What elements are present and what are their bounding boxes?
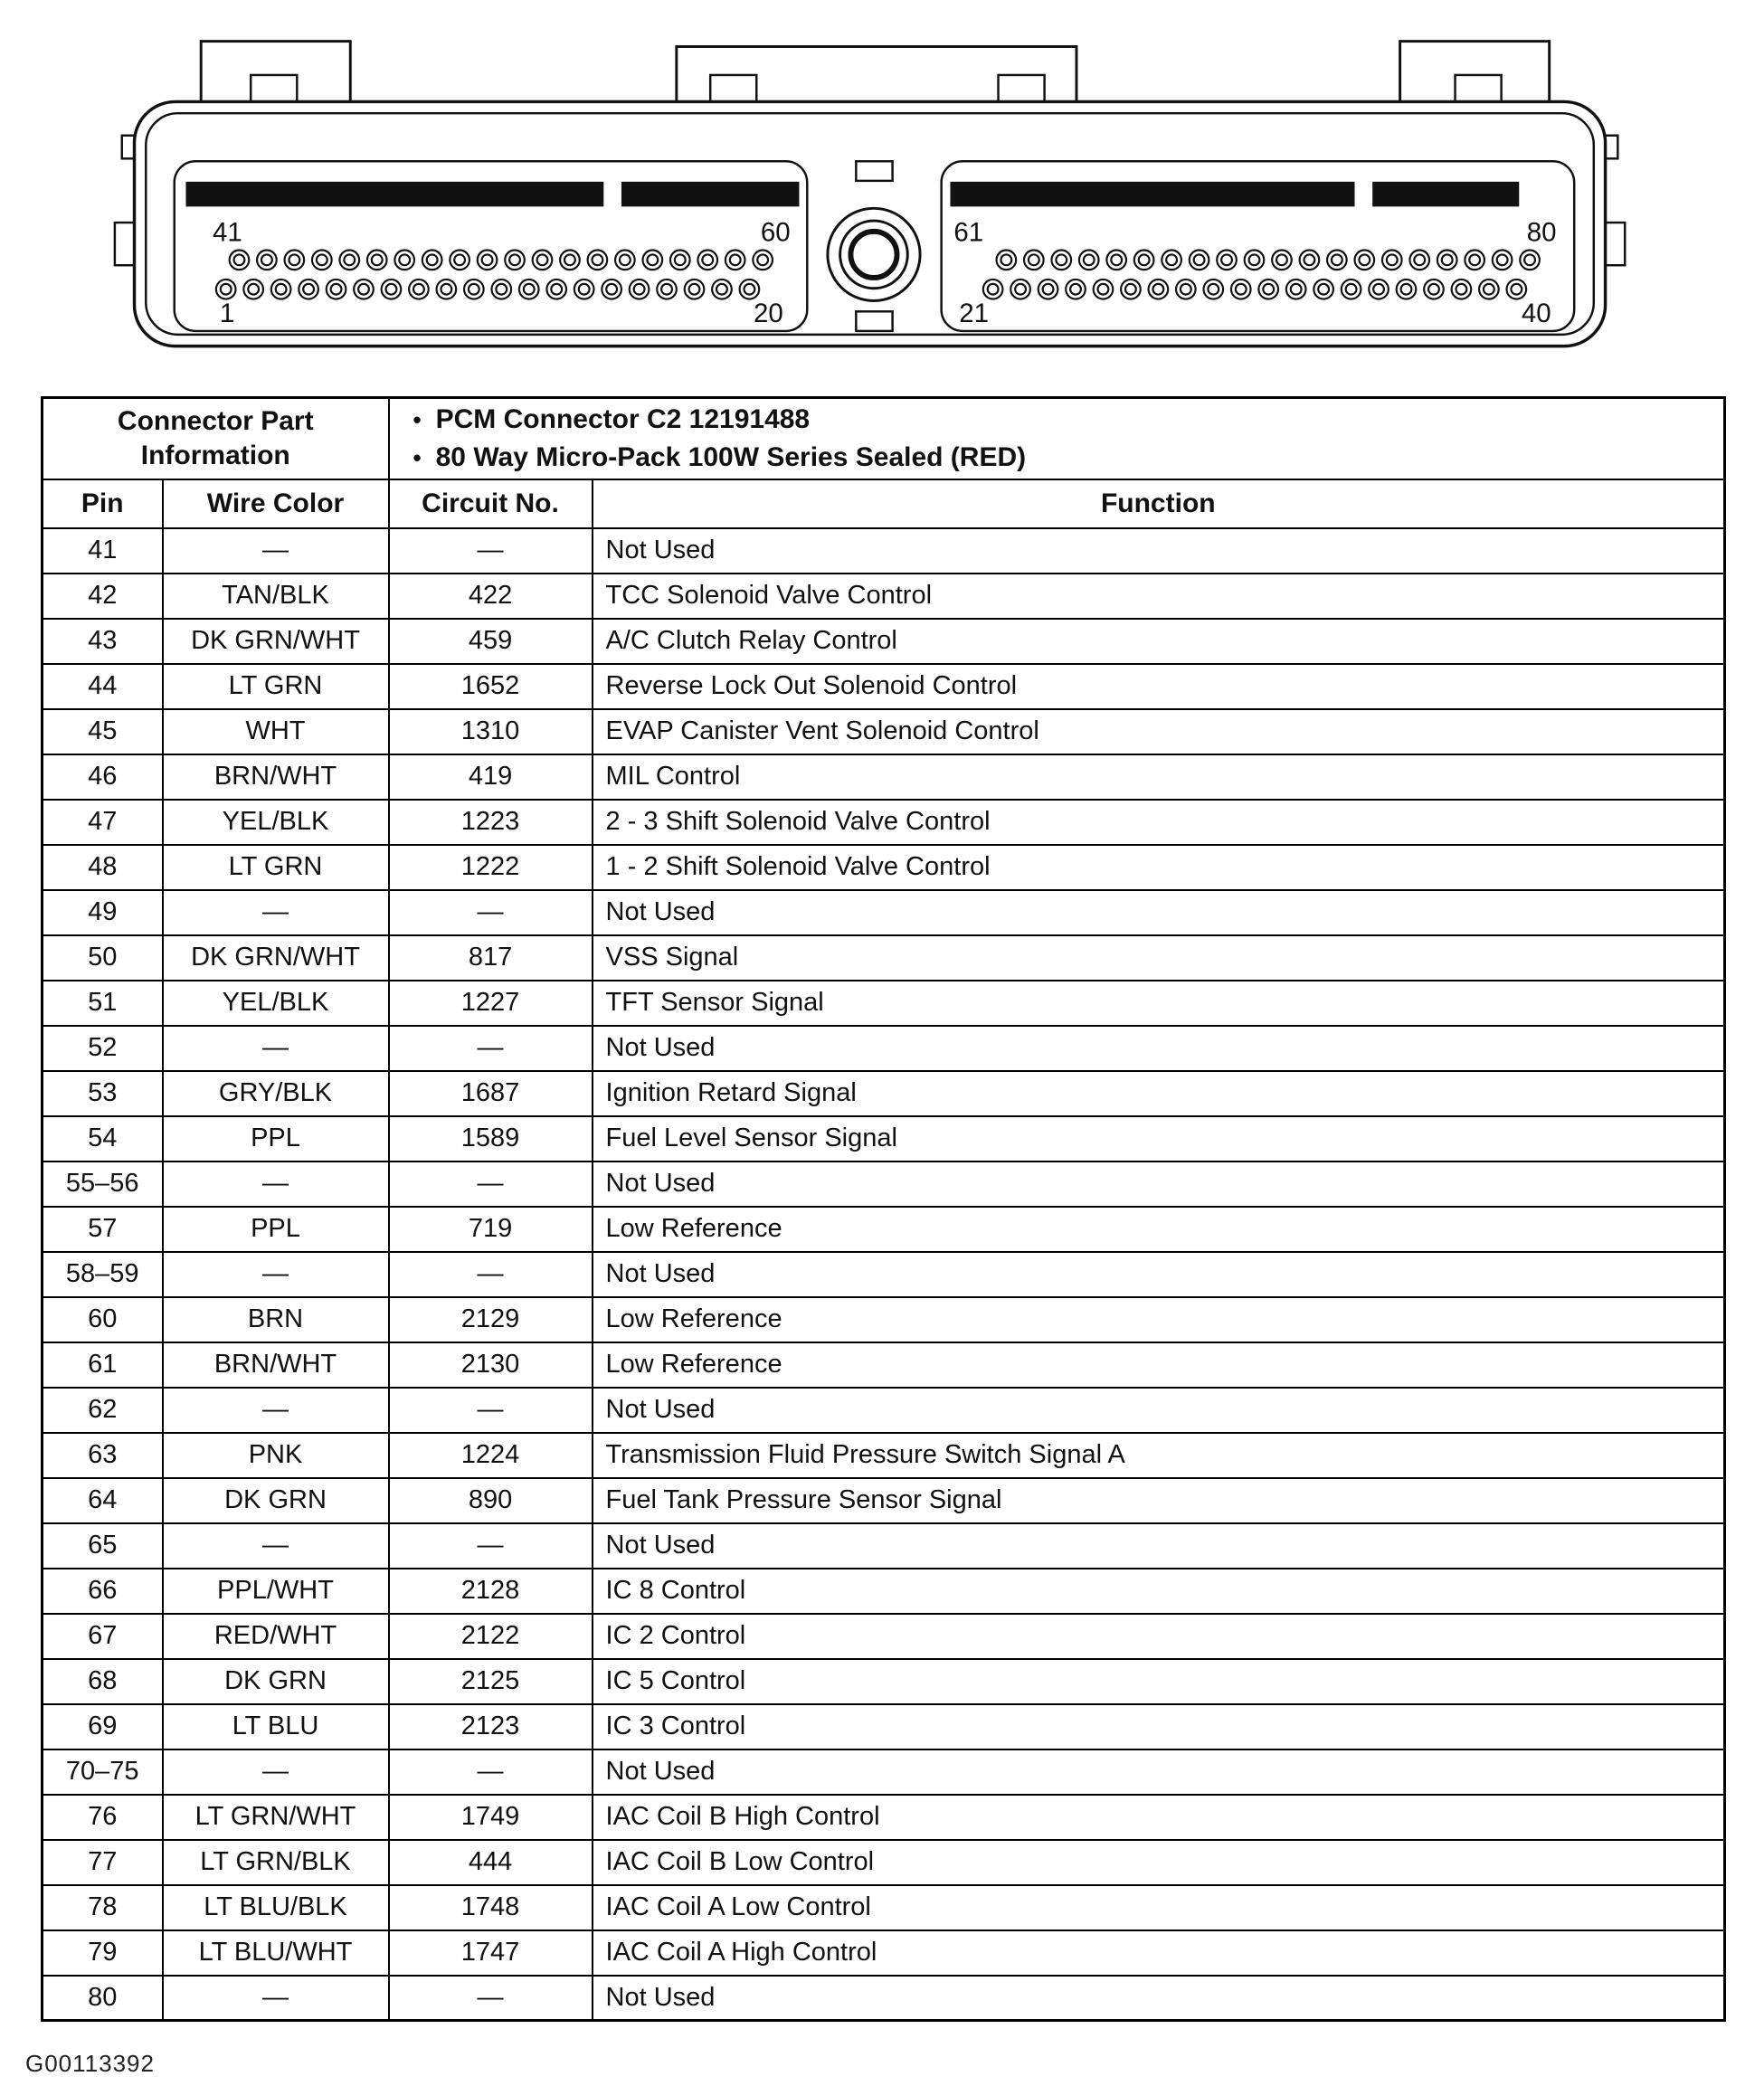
circuit-no-cell: — [389,1162,593,1207]
table-row [43,1840,1725,1885]
function-cell: IC 8 Control [593,1569,1725,1614]
wire-color-cell: — [163,1388,389,1433]
pin-cell: 68 [43,1659,163,1704]
circuit-no-cell: 2122 [389,1614,593,1659]
circuit-no-cell: 1223 [389,800,593,845]
table-row [43,664,1725,709]
function-cell: TFT Sensor Signal [593,981,1725,1026]
pin-cell: 58–59 [43,1252,163,1297]
pin-cell: 50 [43,935,163,981]
wire-color-cell: DK GRN [163,1659,389,1704]
pin-cell: 57 [43,1207,163,1252]
circuit-no-cell: 1589 [389,1116,593,1162]
circuit-no-cell: 419 [389,754,593,800]
circuit-no-cell: 1747 [389,1930,593,1976]
wire-color-cell: DK GRN/WHT [163,619,389,664]
pin-cell: 66 [43,1569,163,1614]
pin-cell: 55–56 [43,1162,163,1207]
circuit-no-cell: 817 [389,935,593,981]
table-row [43,890,1725,935]
wire-color-cell: BRN/WHT [163,754,389,800]
wire-color-cell: LT GRN/WHT [163,1795,389,1840]
function-cell: Not Used [593,1749,1725,1795]
wire-color-cell: LT GRN/BLK [163,1840,389,1885]
pin-cell: 42 [43,574,163,619]
pinout-table-body [43,528,1725,2021]
table-row [43,845,1725,890]
table-row [43,1388,1725,1433]
wire-color-cell: WHT [163,709,389,754]
table-row [43,1342,1725,1388]
circuit-no-cell: 2129 [389,1297,593,1342]
circuit-no-cell: — [389,1523,593,1569]
circuit-no-cell: 1687 [389,1071,593,1116]
pin-cell: 65 [43,1523,163,1569]
table-row [43,1885,1725,1930]
circuit-no-cell: 1749 [389,1795,593,1840]
table-row [43,754,1725,800]
table-row [43,619,1725,664]
pin-cell: 49 [43,890,163,935]
circuit-no-cell: — [389,1026,593,1071]
table-row [43,709,1725,754]
table-row [43,1614,1725,1659]
function-cell: Transmission Fluid Pressure Switch Signal A [593,1433,1725,1478]
pin-cell: 60 [43,1297,163,1342]
pin-cell: 54 [43,1116,163,1162]
function-cell: IC 5 Control [593,1659,1725,1704]
wire-color-cell: — [163,1749,389,1795]
wire-color-cell: BRN [163,1297,389,1342]
pin-cell: 67 [43,1614,163,1659]
mounting-tabs [201,42,1549,106]
wire-color-cell: YEL/BLK [163,800,389,845]
column-header-circuit: Circuit No. [389,479,593,528]
circuit-no-cell: 459 [389,619,593,664]
function-cell: VSS Signal [593,935,1725,981]
pin-cell: 78 [43,1885,163,1930]
wire-color-cell: LT BLU [163,1704,389,1749]
part-info-line: Information [140,440,290,470]
pin-number-label: 61 [953,217,984,248]
pin-cell: 45 [43,709,163,754]
connector-id-line: • PCM Connector C2 12191488 [413,401,1724,439]
wire-color-cell: — [163,890,389,935]
pin-number-label: 20 [753,299,783,329]
pin-cell: 47 [43,800,163,845]
circuit-no-cell: — [389,1252,593,1297]
table-row [43,1704,1725,1749]
pin-cell: 80 [43,1976,163,2021]
connector-series-line: • 80 Way Micro-Pack 100W Series Sealed (RED) [413,439,1724,477]
wire-color-cell: BRN/WHT [163,1342,389,1388]
pin-cell: 62 [43,1388,163,1433]
wire-color-cell: — [163,1162,389,1207]
circuit-no-cell: — [389,1976,593,2021]
pin-number-label: 40 [1521,299,1551,329]
connector-description-header [389,398,1725,479]
table-row [43,574,1725,619]
wire-color-cell: TAN/BLK [163,574,389,619]
pin-cell: 76 [43,1795,163,1840]
circuit-no-cell: 2125 [389,1659,593,1704]
circuit-no-cell: 1652 [389,664,593,709]
function-cell: TCC Solenoid Valve Control [593,574,1725,619]
column-header-pin: Pin [43,479,163,528]
wire-color-cell: PPL/WHT [163,1569,389,1614]
pin-number-label: 60 [760,217,791,248]
function-cell: Not Used [593,1523,1725,1569]
circuit-no-cell: — [389,1749,593,1795]
pin-cell: 70–75 [43,1749,163,1795]
table-row [43,1569,1725,1614]
wire-color-cell: LT GRN [163,664,389,709]
pin-number-label: 1 [219,299,235,329]
wire-color-cell: LT BLU/BLK [163,1885,389,1930]
pin-cell: 79 [43,1930,163,1976]
wire-color-cell: DK GRN [163,1478,389,1523]
pin-cell: 63 [43,1433,163,1478]
function-cell: IC 2 Control [593,1614,1725,1659]
function-cell: IAC Coil B Low Control [593,1840,1725,1885]
circuit-no-cell: 2128 [389,1569,593,1614]
pin-cell: 52 [43,1026,163,1071]
function-cell: Not Used [593,1162,1725,1207]
pin-number-label: 80 [1526,217,1557,248]
wire-color-cell: YEL/BLK [163,981,389,1026]
function-cell: EVAP Canister Vent Solenoid Control [593,709,1725,754]
function-cell: Low Reference [593,1207,1725,1252]
bullet-icon: • [413,405,422,433]
circuit-no-cell: — [389,528,593,574]
bullet-icon: • [413,443,422,471]
table-row [43,1071,1725,1116]
table-row [43,1930,1725,1976]
pin-cell: 51 [43,981,163,1026]
part-info-line: Connector Part [117,405,314,436]
table-row [43,1162,1725,1207]
function-cell: Not Used [593,1252,1725,1297]
function-cell: Not Used [593,1026,1725,1071]
circuit-no-cell: 1748 [389,1885,593,1930]
wire-color-cell: RED/WHT [163,1614,389,1659]
table-row [43,1523,1725,1569]
function-cell: IAC Coil A High Control [593,1930,1725,1976]
circuit-no-cell: 1310 [389,709,593,754]
pin-cell: 53 [43,1071,163,1116]
circuit-no-cell: 2130 [389,1342,593,1388]
pinout-table [41,396,1726,2022]
wire-color-cell: — [163,528,389,574]
pin-cell: 43 [43,619,163,664]
table-row [43,981,1725,1026]
function-cell: IAC Coil A Low Control [593,1885,1725,1930]
table-row [43,1433,1725,1478]
function-cell: IC 3 Control [593,1704,1725,1749]
function-cell: 1 - 2 Shift Solenoid Valve Control [593,845,1725,890]
circuit-no-cell: 890 [389,1478,593,1523]
circuit-no-cell: 422 [389,574,593,619]
table-row [43,1252,1725,1297]
table-row [43,1297,1725,1342]
figure-id: G00113392 [25,2050,155,2077]
table-row [43,1478,1725,1523]
function-cell: Not Used [593,528,1725,574]
column-header-wire: Wire Color [163,479,389,528]
pin-cell: 41 [43,528,163,574]
circuit-no-cell: — [389,890,593,935]
wire-color-cell: DK GRN/WHT [163,935,389,981]
function-cell: Not Used [593,1388,1725,1433]
pin-cell: 77 [43,1840,163,1885]
circuit-no-cell: 2123 [389,1704,593,1749]
wire-color-cell: — [163,1976,389,2021]
circuit-no-cell: 1227 [389,981,593,1026]
wire-color-cell: — [163,1523,389,1569]
function-cell: 2 - 3 Shift Solenoid Valve Control [593,800,1725,845]
table-row [43,935,1725,981]
function-cell: MIL Control [593,754,1725,800]
connector-diagram [108,22,1636,353]
circuit-no-cell: 1224 [389,1433,593,1478]
table-row [43,1026,1725,1071]
wire-color-cell: LT GRN [163,845,389,890]
wire-color-cell: PNK [163,1433,389,1478]
table-header-info-row [43,398,1725,479]
table-row [43,1207,1725,1252]
function-cell: IAC Coil B High Control [593,1795,1725,1840]
function-cell: Reverse Lock Out Solenoid Control [593,664,1725,709]
wire-color-cell: — [163,1252,389,1297]
pin-cell: 61 [43,1342,163,1388]
table-row [43,1659,1725,1704]
function-cell: Ignition Retard Signal [593,1071,1725,1116]
connector-part-info-header [43,398,389,479]
table-row [43,800,1725,845]
pin-cell: 69 [43,1704,163,1749]
function-cell: A/C Clutch Relay Control [593,619,1725,664]
table-row [43,1116,1725,1162]
function-cell: Fuel Level Sensor Signal [593,1116,1725,1162]
pin-cell: 64 [43,1478,163,1523]
table-row [43,1749,1725,1795]
table-column-header-row [43,479,1725,528]
pin-cell: 48 [43,845,163,890]
pin-number-label: 41 [212,217,242,248]
function-cell: Not Used [593,1976,1725,2021]
pin-cell: 44 [43,664,163,709]
column-header-function: Function [593,479,1725,528]
circuit-no-cell: 719 [389,1207,593,1252]
function-cell: Not Used [593,890,1725,935]
wire-color-cell: PPL [163,1116,389,1162]
table-row [43,1976,1725,2021]
wire-color-cell: PPL [163,1207,389,1252]
function-cell: Fuel Tank Pressure Sensor Signal [593,1478,1725,1523]
table-row [43,528,1725,574]
function-cell: Low Reference [593,1342,1725,1388]
circuit-no-cell: 1222 [389,845,593,890]
circuit-no-cell: — [389,1388,593,1433]
wire-color-cell: — [163,1026,389,1071]
wire-color-cell: LT BLU/WHT [163,1930,389,1976]
wire-color-cell: GRY/BLK [163,1071,389,1116]
function-cell: Low Reference [593,1297,1725,1342]
pin-number-label: 21 [959,299,990,329]
circuit-no-cell: 444 [389,1840,593,1885]
table-row [43,1795,1725,1840]
pin-cell: 46 [43,754,163,800]
